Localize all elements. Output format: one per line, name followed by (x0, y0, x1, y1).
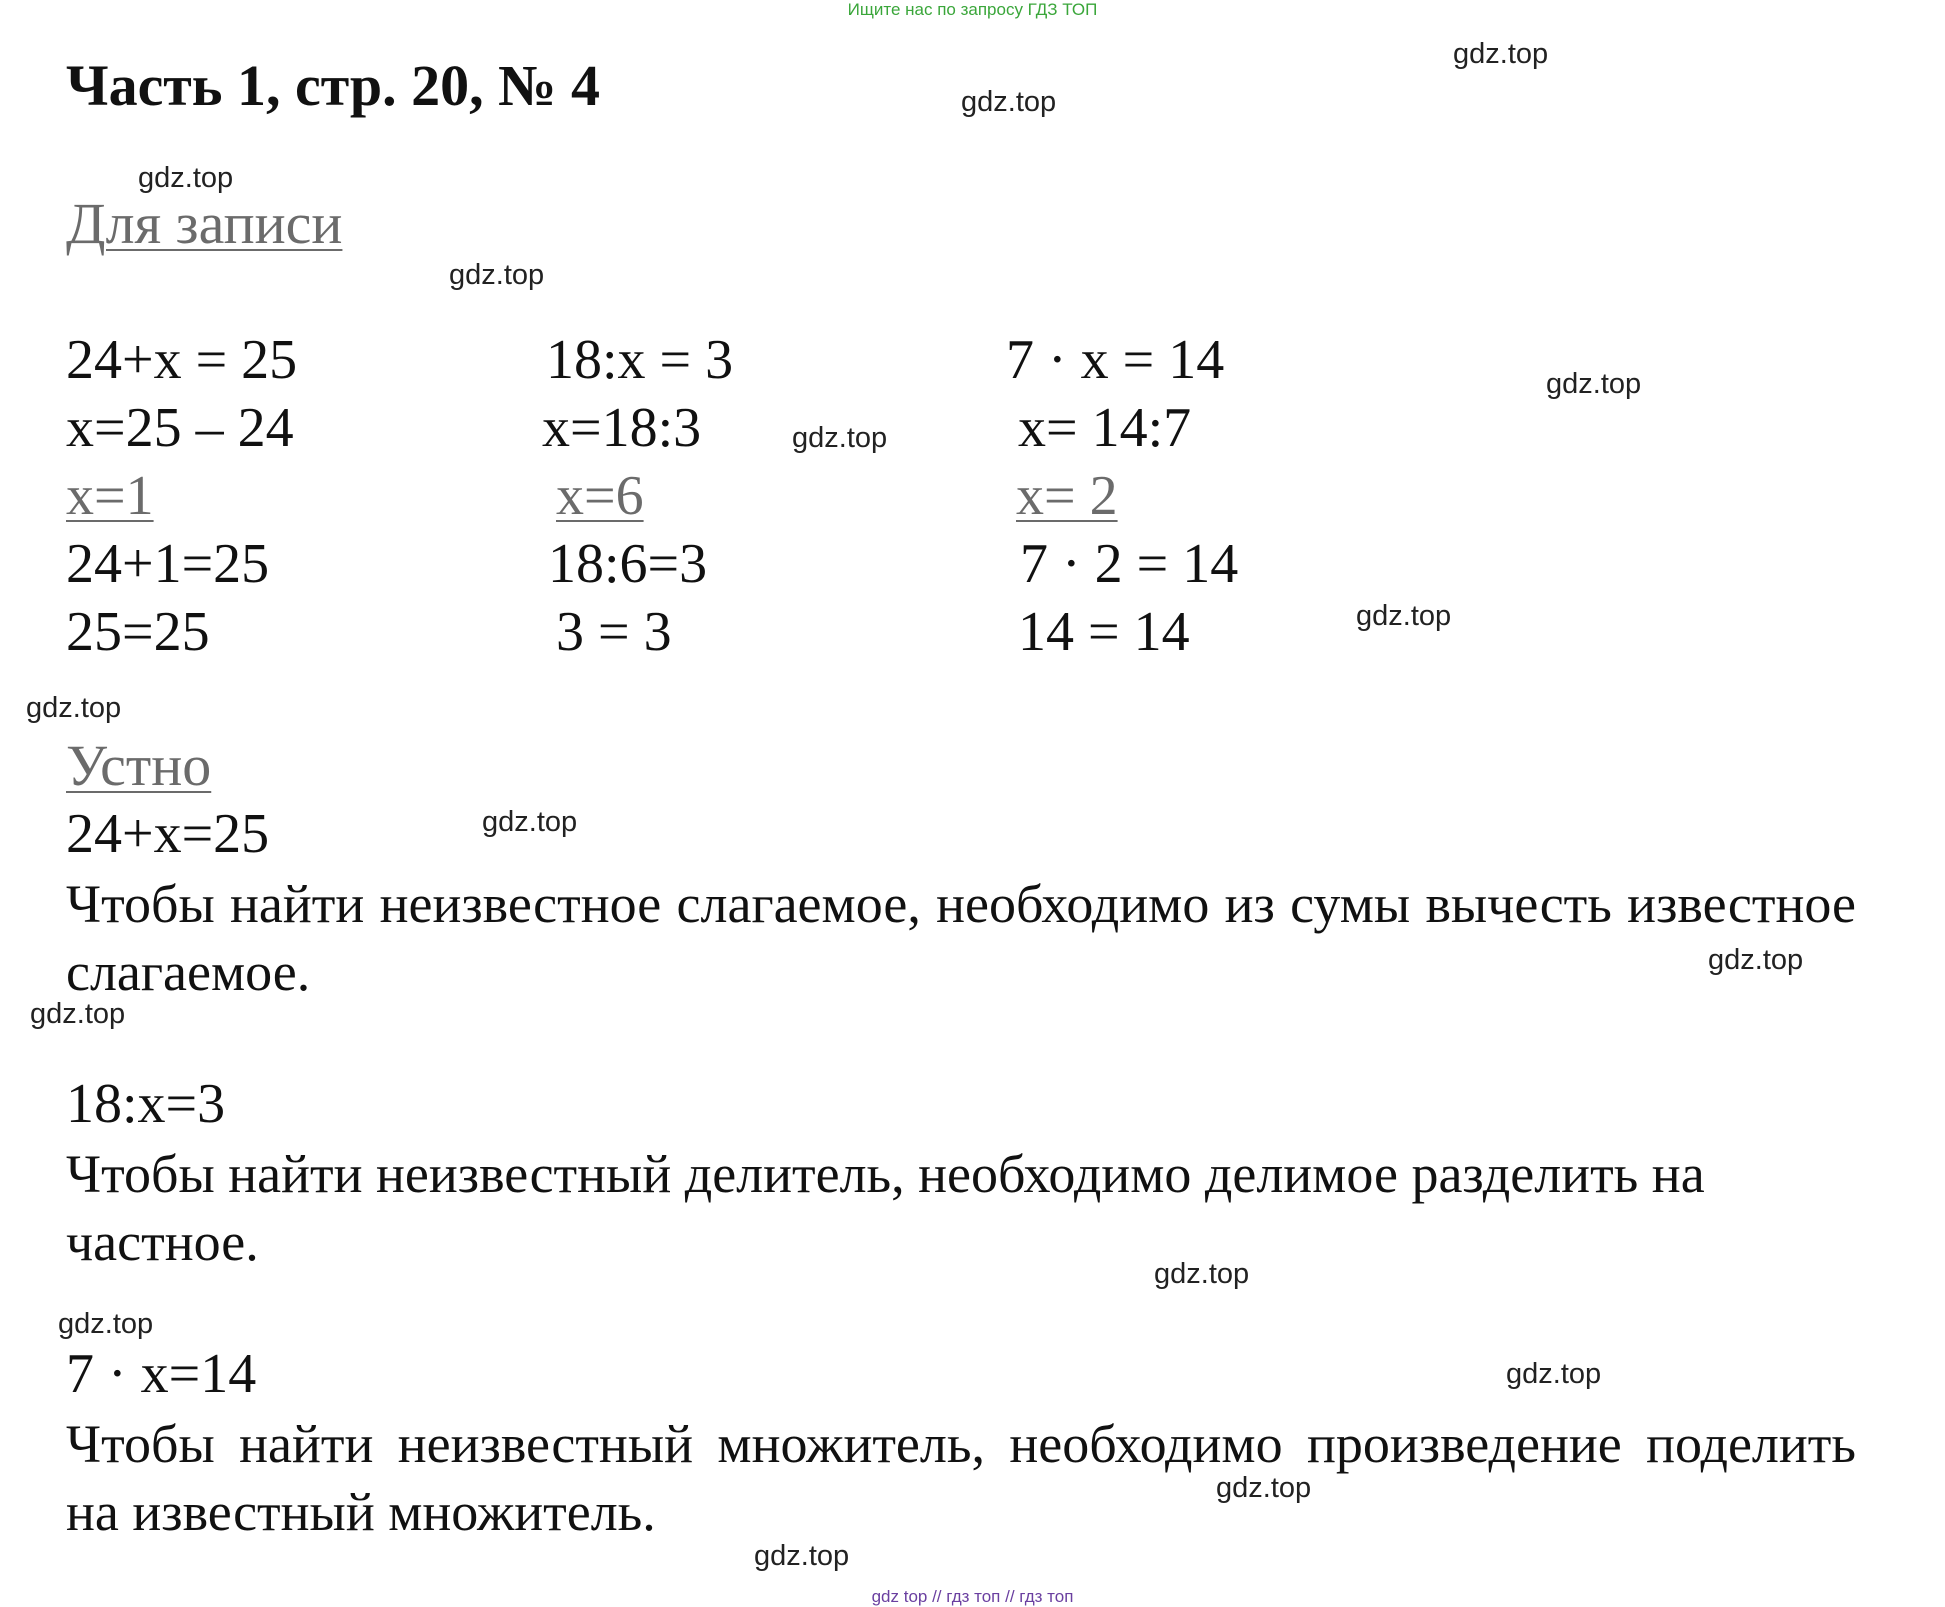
watermark: gdz.top (1356, 600, 1452, 632)
oral-equation: 7 · x=14 (66, 1343, 257, 1405)
watermark: gdz.top (26, 692, 122, 724)
equation-result: x= 2 (1016, 465, 1118, 527)
watermark: gdz.top (1154, 1258, 1250, 1290)
watermark: gdz.top (1506, 1358, 1602, 1390)
watermark: gdz.top (482, 806, 578, 838)
equation-step: x=25 – 24 (66, 397, 294, 459)
equation: 24+x = 25 (66, 329, 298, 391)
oral-rule: Чтобы найти неизвестный делитель, необходимо делимое разделить на частное. (66, 1144, 1705, 1272)
watermark: gdz.top (1216, 1472, 1312, 1504)
equation-result: x=6 (556, 465, 644, 527)
equation-check: 7 · 2 = 14 (1020, 533, 1239, 595)
equation-check: 14 = 14 (1018, 601, 1190, 663)
section-heading-written: Для записи (66, 191, 343, 256)
equation-check: 24+1=25 (66, 533, 270, 595)
oral-equation: 24+x=25 (66, 803, 270, 865)
equation-result: x=1 (66, 465, 154, 527)
equation: 7 · x = 14 (1006, 329, 1225, 391)
equation-step: x=18:3 (542, 397, 702, 459)
equation-check: 3 = 3 (556, 601, 672, 663)
watermark: gdz.top (1546, 368, 1642, 400)
watermark: gdz.top (138, 162, 234, 194)
equation: 18:x = 3 (546, 329, 734, 391)
watermark: gdz.top (792, 422, 888, 454)
oral-rule: Чтобы найти неизвестный множитель, необходимо произведение поделить на известный множитель. (66, 1414, 1856, 1542)
equation-check: 25=25 (66, 601, 210, 663)
watermark: gdz.top (58, 1308, 154, 1340)
section-heading-oral: Устно (66, 733, 212, 798)
top-banner: Ищите нас по запросу ГДЗ ТОП (847, 0, 1098, 19)
bottom-links[interactable]: gdz top // гдз топ // гдз топ (871, 1587, 1074, 1606)
watermark: gdz.top (30, 998, 126, 1030)
equation-check: 18:6=3 (548, 533, 708, 595)
oral-rule: Чтобы найти неизвестное слагаемое, необходимо из сумы вычесть известное слагаемое. (66, 874, 1856, 1002)
watermark: gdz.top (1453, 38, 1549, 70)
watermark: gdz.top (449, 259, 545, 291)
equation-step: x= 14:7 (1018, 397, 1192, 459)
watermark: gdz.top (961, 86, 1057, 118)
watermark: gdz.top (1708, 944, 1804, 976)
page-title: Часть 1, стр. 20, № 4 (66, 53, 600, 118)
watermark: gdz.top (754, 1540, 850, 1572)
oral-equation: 18:x=3 (66, 1073, 226, 1135)
